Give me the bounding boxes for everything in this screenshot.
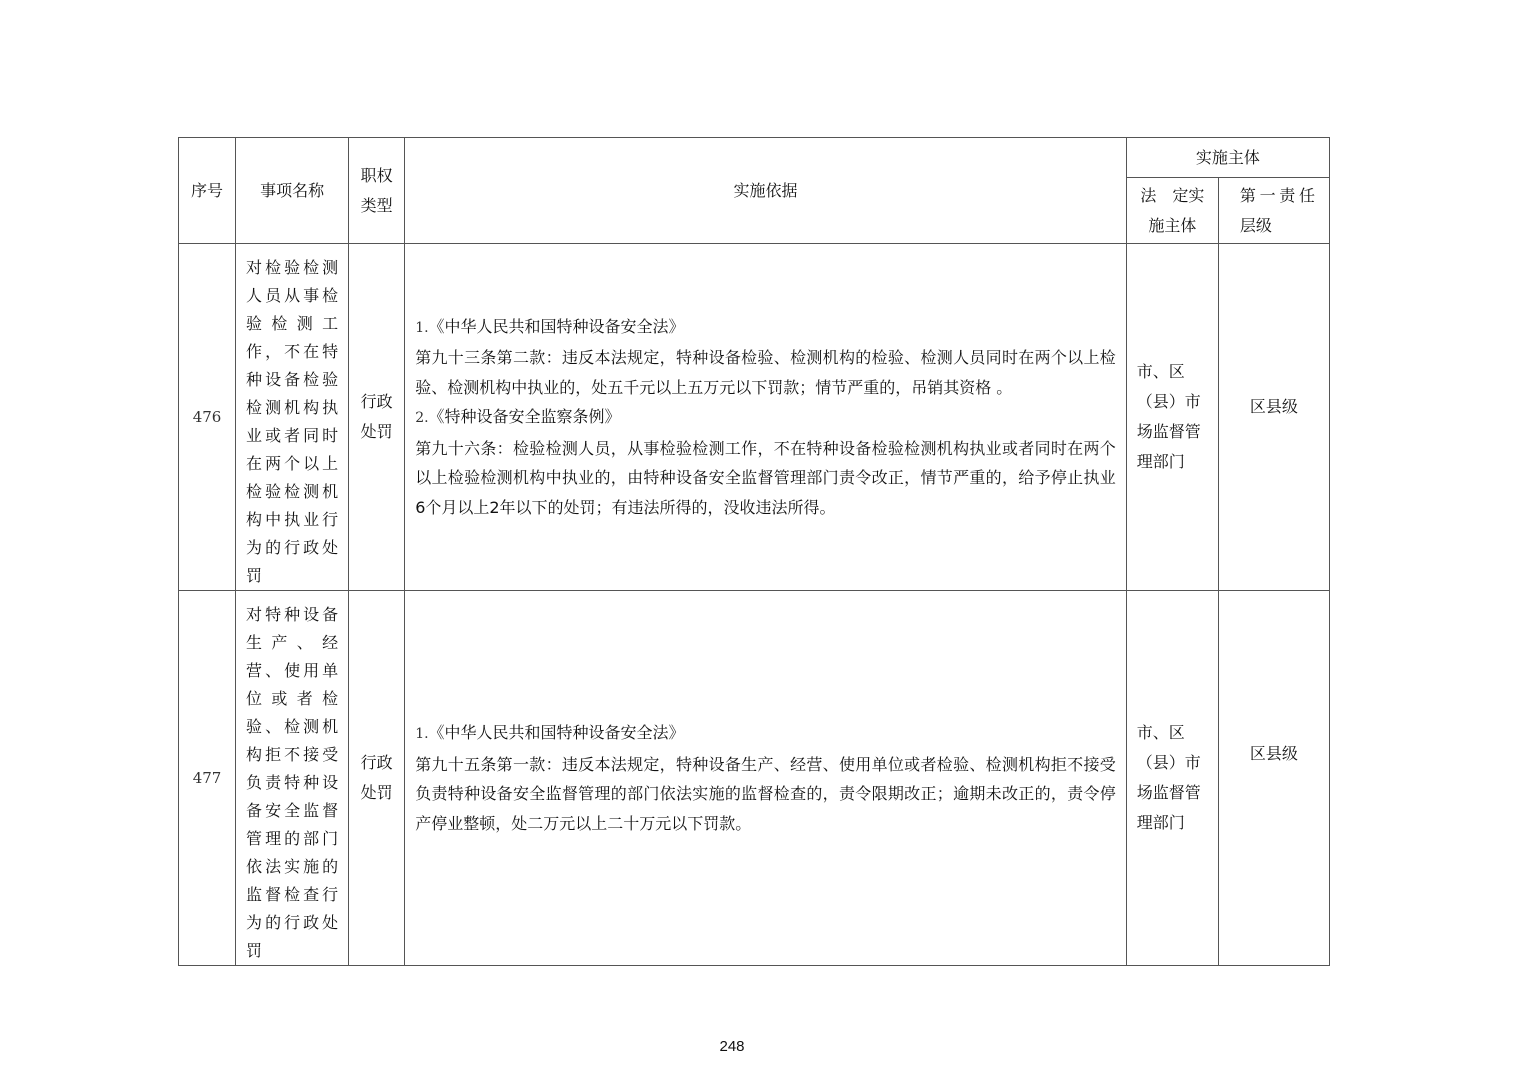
header-type: 职权类型: [349, 138, 405, 244]
row-legal-subject: 市、区（县）市场监督管理部门: [1126, 591, 1218, 966]
row-type: 行政处罚: [349, 591, 405, 966]
row-item-name-text: 对检验检测人员从事检验检测工作，不在特种设备检验检测机构执业或者同时在两个以上检验检测机构中执业行为的行政处罚: [246, 258, 339, 585]
basis-line: [415, 343, 1116, 402]
header-responsible-level-text: 第一责任层级: [1239, 185, 1315, 235]
basis-text: 第九十五条第一款：违反本法规定，特种设备生产、经营、使用单位或者检验、检测机构拒不接受负责特种设备安全监督管理的部门依法实施的监督检查的，责令限期改正；逾期未改正的，责令停产停业整顿，处二万元以上二十万元以下罚款。: [415, 754, 1116, 833]
row-type: 行政处罚: [349, 244, 405, 591]
basis-text: 《中华人民共和国特种设备安全法》: [428, 723, 685, 742]
header-subject-group: 实施主体: [1126, 138, 1329, 178]
row-seq: 476: [179, 244, 236, 591]
header-basis: 实施依据: [405, 138, 1127, 244]
basis-text: 《特种设备安全监察条例》: [428, 407, 621, 427]
row-item-name: [236, 244, 349, 591]
basis-line: [415, 750, 1116, 839]
basis-line: [415, 402, 1116, 434]
basis-line: [415, 434, 1116, 523]
basis-text: 第九十六条：检验检测人员，从事检验检测工作，不在特种设备检验检测机构执业或者同时在两个以上检验检测机构中执业的，由特种设备安全监督管理部门责令改正，情节严重的，给予停止执业 6个月以上2年以下的处罚；有违法所得的，没收违法所得。: [415, 438, 1116, 517]
basis-line: [415, 718, 1116, 750]
basis-text: 《中华人民共和国特种设备安全法》: [428, 316, 685, 336]
header-name: 事项名称: [236, 138, 349, 244]
row-basis: [405, 591, 1127, 966]
table-row: [179, 591, 1330, 966]
row-item-name: [236, 591, 349, 966]
row-legal-subject: 市、区（县）市场监督管理部门: [1126, 244, 1218, 591]
basis-text: 第九十三条第二款：违反本法规定，特种设备检验、检测机构的检验、检测人员同时在两个以上检验、检测机构中执业的，处五千元以上五万元以下罚款；情节严重的，吊销其资格 。: [415, 348, 1116, 397]
row-level: 区县级: [1218, 591, 1329, 966]
header-responsible-level: [1218, 178, 1329, 244]
authority-table: [178, 137, 1330, 966]
row-basis: [405, 244, 1127, 591]
basis-num: 2.: [415, 410, 429, 427]
row-item-name-text: 对特种设备生产、经营、使用单位或者检验、检测机构拒不接受负责特种设备安全监督管理的部门依法实施的监督检查行为的行政处罚: [246, 605, 339, 960]
row-seq: 477: [179, 591, 236, 966]
header-seq: 序号: [179, 138, 236, 244]
basis-num: 1.: [415, 726, 429, 742]
row-level: 区县级: [1218, 244, 1329, 591]
table-body: [179, 244, 1330, 966]
basis-line: [415, 312, 1116, 344]
page-number: 248: [719, 1038, 745, 1055]
basis-num: 1.: [415, 319, 429, 336]
header-legal-subject: 法 定实施主体: [1126, 178, 1218, 244]
table-row: [179, 244, 1330, 591]
